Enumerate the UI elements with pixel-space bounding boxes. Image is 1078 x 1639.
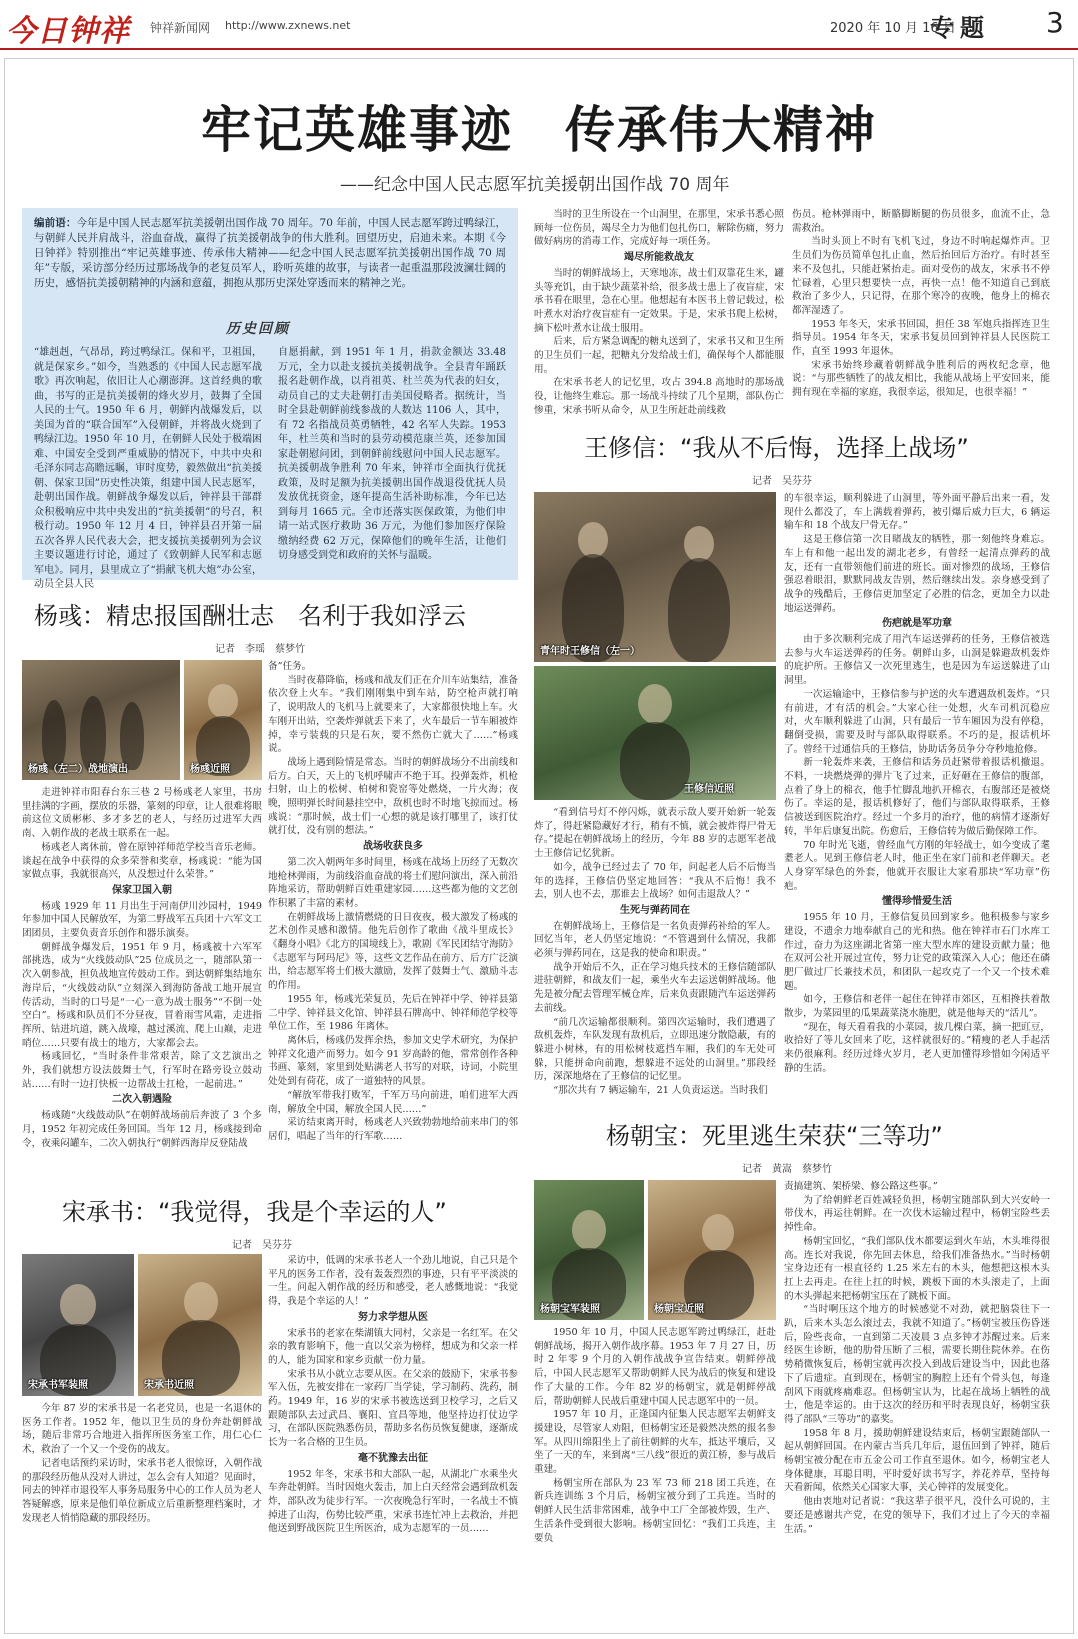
paragraph: 杨彧 1929 年 11 月出生于河南伊川沙园村，1949 年参加中国人民解放军，为第二野战军五兵团十六军文工团团员，主要负责音乐创作和器乐演奏。 xyxy=(22,900,262,940)
photo-yang-yu-performance xyxy=(22,660,180,780)
byline-yang-chaobao: 记者 黄嵩 蔡梦竹 xyxy=(742,1164,832,1175)
paragraph: 朝鲜战争爆发后，1951 年 9 月，杨彧被十六军军部挑选，成为“火线鼓动队”25 位成员之一，随部队第一次入朝参战，担负战地宣传鼓动工作。到达朝鲜集结地东海岸后，“火线鼓动队”立刻深入到海防备战工地开展宣传活动，当时的口号是“一心一意为战士服务”“不倒一处空白”。杨彧和队员们不分昼夜，冒着雨雪风霜，走进指挥所、钻进坑道，跳入战壕，越过溪流、爬上山巅，走进哨位……只要有战士的地方，大家都会去。 xyxy=(22,941,262,1049)
paragraph: 新一轮轰炸来袭，王修信和话务员赶紧带着报话机撤退。不料，一块燃烧弹的弹片飞了过来，正好砸在王修信的腹部，点着了身上的棉衣，他手忙脚乱地扒开棉衣，右腹部还是被烧伤了。幸运的是，报话机修好了，他们与部队取得联系，王修信被送到医院治疗。经过一个多月的治疗，他的病情才逐渐好转，半年后康复出院。伤愈后，王修信转为做后勤保障工作。 xyxy=(784,757,1050,837)
page-subtitle: ——纪念中国人民志愿军抗美援朝出国作战 70 周年 xyxy=(340,175,730,195)
history-section-title: 历史回顾 xyxy=(226,321,290,337)
paragraph: 采访中，低调的宋承书老人一个劲儿地说，自己只是个平凡的医务工作者，没有轰轰烈烈的事迹，只有平平淡淡的一生。问起入朝作战的经历和感受，老人感慨地说：“我觉得，我是个幸运的人！” xyxy=(268,1255,518,1308)
paragraph: 当时的朝鲜战场上，天寒地冻，战士们双靠花生米，罐头等充饥，由于缺少蔬菜补给，很多战士患上了夜盲症，宋承书看在眼里，急在心里。他想起有本医书上曾记载过，松叶煮水对治疗夜盲症有一定效果。于是，宋承书爬上松树，摘下松叶煮水让战士服用。 xyxy=(534,267,784,334)
article-title-yang-chaobao: 杨朝宝：死里逃生荣获“三等功” xyxy=(606,1122,943,1150)
photo-yang-chaobao-recent xyxy=(648,1180,776,1320)
paragraph: “前几次运输都很顺利。第四次运输时，我们遭遇了敌机轰炸，车队发现有敌机后，立即迅速分散隐蔽，有的躲进小树林，有的用松树枝遮挡车厢，我们的车无处可躲，只能拼命向前跑，想躲进不远处的山洞里。”那段经历，深深地烙在了王修信的记忆里。 xyxy=(534,1016,776,1083)
paragraph: 1957 年 10 月，正逢国内征集人民志愿军去朝鲜支援建设，尽管家人劝阻，但杨朝宝还是毅然决然的报名参军。从四川绵阳坐上了前往朝鲜的火车，抵达平壤后，又坐了一天的车，来到离“三八线”很近的黄江桥，参与战后重建。 xyxy=(534,1409,776,1476)
page-number: 3 xyxy=(1046,6,1064,39)
page-title: 牢记英雄事迹 传承伟大精神 xyxy=(201,101,877,159)
editor-note xyxy=(34,216,506,291)
photo-wang-xiuxin-young xyxy=(534,492,776,662)
masthead xyxy=(0,0,1078,50)
article-title-song-chengshu: 宋承书：“我觉得，我是个幸运的人” xyxy=(62,1198,447,1226)
photo-wang-xiuxin-recent xyxy=(534,666,776,800)
yang-chaobao-column-2 xyxy=(784,1180,1050,1626)
paragraph: 1955 年 10 月，王修信复员回到家乡。他积极参与家乡建设，不遗余力地奉献自己的光和热。他在钟祥市石门水库工作过，奋力为这座湖北省第一座大型水库的建设贡献力量；他在双河公社开展过宣传，努力让党的政策深入人心；他还在磷肥厂做过厂长兼技术员，和团队一起攻克了一个又一个技术难题。 xyxy=(784,912,1050,992)
wang-xiuxin-column-1 xyxy=(534,806,776,1096)
paragraph: 当时头顶上不时有飞机飞过，身边不时响起爆炸声。卫生员们为伤员简单包扎止血，然后抬回后方治疗。有时甚至来不及包扎，只能赶紧抬走。面对受伤的战友，宋承书不停忙碌着，心里只想要快一点，再快一点！他不知道自己到底救治了多少人，只记得，在那个寒冷的夜晚，他身上的棉衣都浑湿透了。 xyxy=(792,236,1050,316)
paragraph: “看到信号灯不停闪烁，就表示敌人要开始新一轮轰炸了，得赶紧隐藏好才行，稍有不慎，就会被炸得尸骨无存。”提起在朝鲜战场上的经历，今年 88 岁的志愿军老战士王修信记忆犹新。 xyxy=(534,807,776,860)
subheading: 二次入朝遇险 xyxy=(112,1094,172,1106)
yang-chaobao-column-1 xyxy=(534,1326,776,1626)
photo-caption: 杨朝宝军装照 xyxy=(540,1304,600,1315)
paragraph: 由于多次顺利完成了用汽车运送弹药的任务，王修信被选去参与火车运送弹药的任务。朝鲜山多，山洞是躲避敌机轰炸的庇护所。王修信又一次死里逃生，也是因为车运送躲进了山洞里。 xyxy=(784,634,1050,687)
issue-date: 2020 年 10 月 16 日 xyxy=(830,21,956,36)
photo-caption: 青年时王修信（左一） xyxy=(540,646,640,657)
paragraph: 一次运输途中，王修信参与护送的火车遭遇敌机轰炸。“只有前进，才有活的机会。”大家心往一处想，火车司机沉稳应对，火车顺利躲进了山洞，只有最后一节车厢因为没有停稳，翻倒受损，需要及时与部队取得联系。不巧的是，报话机坏了。曾经干过通信兵的王修信，协助话务员争分夺秒地抢修。 xyxy=(784,688,1050,755)
paragraph: 1952 年冬，宋承书和大部队一起，从湖北广水乘坐火车奔赴朝鲜。当时因炮火轰击，加上白天经常会遇到敌机轰炸，部队改为徒步行军。一次夜晚急行军时，一名战士不慎掉进了山沟，伤势比较严重，宋承书连忙冲上去救治，并把他送到野战医院卫生所医治，成为志愿军的一员…… xyxy=(268,1468,518,1535)
paragraph: 今年 87 岁的宋承书是一名老党员，也是一名退休的医务工作者。1952 年，他以卫生员的身份奔赴朝鲜战场，随后非常巧合地进入指挥所医务室工作，用仁心仁术，救治了一个又一个受伤的战友。 xyxy=(22,1403,262,1456)
photo-caption: 杨彧近照 xyxy=(190,764,230,775)
paragraph: 1955 年，杨彧光荣复员，先后在钟祥中学、钟祥县第二中学、钟祥县文化馆、钟祥县石牌高中、钟祥师范学校等单位工作，至 1986 年离休。 xyxy=(268,993,518,1033)
paragraph: 战争开始后不久，正在学习炮兵技术的王修信随部队进驻朝鲜，和战友们一起，乘坐火车去运送朝鲜战场。他先是被分配去管理军械仓库，后来负责跟随汽车运送弹药去前线。 xyxy=(534,961,776,1014)
song-chengshu-continuation-1 xyxy=(534,208,784,416)
site-name: 钟祥新闻网 xyxy=(150,21,211,35)
paragraph: 在朝鲜战场上激情燃烧的日日夜夜，极大激发了杨彧的艺术创作灵感和激情。他先后创作了歌曲《战斗里成长》《翻身小唱》《北方的国境线上》，歌剧《军民团结守海防》《志愿军与阿玛尼》等，这些文艺作品在前方、后方广泛演出，给志愿军将士们极大激励，发挥了鼓舞士气、激励斗志的作用。 xyxy=(268,911,518,992)
editor-note-box xyxy=(22,208,518,590)
site-url: http://www.zxnews.net xyxy=(225,19,351,32)
editor-note-label: 编前语： xyxy=(34,217,77,229)
paragraph: “现在，每天看看我的小菜园，拔几棵白菜，摘一把豇豆，收拾好了等儿女回来了吃，这样就很好的。”精瘦的老人手起活来仍很麻利。经历过烽火岁月，老人更加懂得珍惜如今闲适平静的生活。 xyxy=(784,1021,1050,1074)
paragraph: 杨朝宝回忆，“我们部队伐木都要运到火车站，木头堆得很高。连长对我说，你先回去休息，给我们准备热水。”当时杨朝宝身边还有一根直径约 1.25 米左右的木头，他想把这根木头扛上去再走。在往上扛的时候，跳板下面的木头滚走了，上面的木头弹起来把杨朝宝压在了跳板下面。 xyxy=(784,1235,1050,1302)
song-chengshu-continuation-2 xyxy=(792,208,1050,398)
yang-yu-column-1 xyxy=(22,786,262,1178)
history-column-1: “雄赳赳，气昂昂，跨过鸭绿江。保和平，卫祖国，就是保家乡。”如今，当熟悉的《中国人民志愿军战歌》再次响起，依旧让人心潮澎湃。这首经典的歌曲，书写的正是抗美援朝的烽火岁月，鼓舞了全国人民的士气。1950 年 6 月，朝鲜内战爆发后，以美国为首的“联合国军”入侵朝鲜，并将战火烧到了鸭绿江边。1950 年 10 月，在朝鲜人民处于极端困难、中国安全受到严重威胁的情况下，中共中央和毛泽东同志高瞻远瞩，审时度势，毅然做出“抗美援朝、保家卫国”历史性决策，组建中国人民志愿军，赴朝出国作战。朝鲜战争爆发以后，钟祥县干部群众积极响应中共中央发出的“抗美援朝”的号召，积极行动。1950 年 12 月 4 日，钟祥县召开第一届五次各界人民代表大会，把支援抗美援朝列为会议主要议题进行讨论，通过了《致朝鲜人民军和志愿军电》。同月，县里成立了“捐献飞机大炮”办公室，动员全县人民 xyxy=(34,347,262,590)
paragraph: 宋承书从小就立志要从医。在父亲的鼓励下，宋承书参军入伍，先被安排在一家药厂当学徒，学习制药、洗药，制药。1949 年，16 岁的宋承书被选送到卫校学习，之后又跟随部队去过武昌、襄阳、宜昌等地，他坚持边打仗边学习，在部队医院熟悉伤员，帮助多名伤员恢复健康，逐渐成长为一名合格的卫生员。 xyxy=(268,1368,518,1449)
paragraph: 这是王修信第一次目睹战友的牺牲，那一刻他终身难忘。车上有和他一起出发的湖北老乡，有曾经一起清点弹药的战友，还有一直带领他们前进的班长。面对惨烈的战场，王修信强忍着眼泪，默默同战友告别，然后继续出发。亲身感受到了战争的残酷后，王修信更加坚定了必胜的信念，更加全力以赴地运送弹药。 xyxy=(784,534,1050,614)
paragraph: “那次共有 7 辆运输车，21 人负责运送。当时我们 xyxy=(553,1085,768,1097)
paragraph: 在宋承书老人的记忆里，攻占 394.8 高地时的那场战役，让他终生难忘。那一场战斗持续了几个星期，部队伤亡惨重，宋承书听从命令，从卫生所赶赴前线救 xyxy=(534,377,784,416)
photo-caption: 杨朝宝近照 xyxy=(654,1304,704,1315)
article-title-wang-xiuxin: 王修信：“我从不后悔，选择上战场” xyxy=(584,434,969,462)
section-label: 专题 xyxy=(930,14,990,42)
paragraph: 为了给朝鲜老百姓减轻负担，杨朝宝随部队到大兴安岭一带伐木，再运往朝鲜。在一次伐木运输过程中，杨朝宝险些丢掉性命。 xyxy=(784,1194,1050,1234)
paragraph: 如今，战争已经过去了 70 年，问起老人后不后悔当年的选择，王修信仍坚定地回答：“我从不后悔！我不去，别人也不去，那谁去上战场？如何击退敌人？” xyxy=(534,861,776,901)
paragraph: 采访结束离开时，杨彧老人兴致勃勃地给前来串门的邻居们，唱起了当年的行军歌…… xyxy=(268,1117,518,1142)
editor-note-text: 今年是中国人民志愿军抗美援朝出国作战 70 周年。70 年前，中国人民志愿军跨过鸭绿江，与朝鲜人民并肩战斗，浴血奋战，赢得了抗美援朝战争的伟大胜利。回望历史，启迪未来。本期《今日钟祥》特别推出“牢记英雄事迹、传承伟大精神——纪念中国人民志愿军抗美援朝出国作战 70 周年”专版，采访部分经历过那场战争的老复员军人，聆听英雄的故事，与读者一起重温那段波澜壮阔的历史，感悟抗美援朝精神的内涵和意蕴，拥抱从那历史深处穿透而来的精神之光。 xyxy=(34,217,507,289)
photo-song-chengshu-uniform xyxy=(22,1254,134,1396)
paragraph: 当时的卫生所设在一个山洞里，在那里，宋承书悉心照顾每一位伤员，竭尽全力为他们包扎伤口，解除伤痛，努力做好病房的消毒工作，完成好每一项任务。 xyxy=(534,209,784,248)
paragraph: 杨彧随“火线鼓动队”在朝鲜战场前后奔波了 3 个多月，1952 年初完成任务回国。当年 12 月，杨彧接到命令，夜乘闷罐车，二次入朝执行“朝鲜西海岸反登陆战 xyxy=(22,1110,262,1149)
photo-song-chengshu-recent xyxy=(138,1254,262,1396)
paragraph: 杨彧回忆，“当时条件非常艰苦，除了文艺演出之外，我们就想方设法鼓舞士气，行军时在路旁设立鼓动站……有时一边打快板一边帮战士扛枪，一起前进。” xyxy=(22,1051,262,1090)
paragraph: 后来，后方紧急调配的糖丸送到了，宋承书又和卫生所的卫生员们一起，把糖丸分发给战士们，确保每个人都能服用。 xyxy=(534,336,784,375)
photo-yang-yu-recent xyxy=(184,660,262,780)
history-column-2: 自愿捐献，到 1951 年 1 月，捐款金额达 33.48 万元，全力以赴支援抗美援朝战争。全县青年踊跃报名赴朝作战，以肖祖英、杜兰英为代表的妇女，动员自己的丈夫赴朝打击美国侵略者。据统计，当时全县赴朝鲜前线参战的人数达 1106 人，其中，有 72 名指战员英勇牺牲，42 名军人失踪。1953 年，杜兰英和当时的县劳动模范康兰英，还参加国家赴朝慰问团，到朝鲜前线慰问中国人民志愿军。抗美援朝战争胜利 70 年来，钟祥市全面执行优抚政策，及时足额为抗美援朝出国作战退役优抚人员发放优抚资金，逐年提高生活补助标准，今年已达到每月 1665 元。全市还落实医保政策，为他们申请一站式医疗救助 36 万元，为他们参加医疗保险缴纳经费 62 万元，保障他们的晚年生活，让他们切身感受到党和政府的关怀与温暖。 xyxy=(278,347,506,561)
paragraph: 备”任务。 xyxy=(268,661,312,672)
photo-caption: 王修信近照 xyxy=(684,784,734,795)
photo-caption: 杨彧（左二）战地演出 xyxy=(28,764,128,775)
paragraph: 宋承书的老家在柴湖镇大同村，父亲是一名红军。在父亲的教育影响下，他一直以父亲为榜样，想成为和父亲一样的人，能为国家和家乡贡献一份力量。 xyxy=(268,1327,518,1366)
subheading: 保家卫国入朝 xyxy=(112,884,172,896)
subheading: 竭尽所能救战友 xyxy=(624,252,694,264)
newspaper-logo: 今日钟祥 xyxy=(6,14,130,49)
photo-yang-chaobao-uniform xyxy=(534,1180,644,1320)
article-title-yang-yu: 杨彧：精忠报国酬壮志 名利于我如浮云 xyxy=(34,602,466,630)
byline-song-chengshu: 记者 吴芬芬 xyxy=(232,1240,292,1251)
paragraph: 杨彧老人离休前，曾在原钟祥师范学校当音乐老师。谈起在战争中获得的众多荣誉和奖章，杨彧说：“能为国家做点事，我就很高兴，从没想过什么荣誉。” xyxy=(22,841,262,881)
subheading: 战场收获良多 xyxy=(363,841,423,853)
paragraph: 1958 年 8 月，援助朝鲜建设结束后，杨朝宝跟随部队一起从朝鲜回国。在内蒙古当兵几年后，退伍回到了钟祥，随后杨朝宝被分配在市五金公司工作直至退休。如今，杨朝宝老人身体健康，耳聪目明，平时爱好读书写字，养花养草，坚持每天看新闻，依然关心国家大事，关心钟祥的发展变化。 xyxy=(784,1427,1050,1494)
paragraph: 当时夜幕降临，杨彧和战友们正在介川车站集结，准备依次登上火车。“我们刚刚集中到车站，防空枪声就打响了，说明敌人的飞机马上就要来了，大家都很快地上车。火车刚开出站，空袭炸弹就丢下来了，火车最后一节车厢被炸掉，幸亏装载的只是石灰，要不然伤亡就大了……”杨彧说。 xyxy=(268,674,518,755)
subheading: 毫不犹豫去出征 xyxy=(358,1452,428,1464)
byline-wang-xiuxin: 记者 吴芬芬 xyxy=(752,476,812,487)
paragraph: 1950 年 10 月，中国人民志愿军跨过鸭绿江，赶赴朝鲜战场，揭开入朝作战序幕。1953 年 7 月 27 日，历时 2 年零 9 个月的入朝作战战争宣告结束。朝鲜停战后，中国人民志愿军又帮助朝鲜人民为战后的恢复和建设作了大量的工作。今年 82 岁的杨朝宝，就是朝鲜停战后，帮助朝鲜人民战后重建中国人民志愿军中的一员。 xyxy=(534,1327,776,1407)
song-chengshu-column-2 xyxy=(268,1254,518,1626)
paragraph: 1953 年冬天，宋承书回国，担任 38 军炮兵指挥连卫生指导员。1954 年冬天，宋承书复员回到钟祥县人民医院工作，直至 1993 年退休。 xyxy=(792,318,1050,358)
paragraph: 第二次入朝两年多时间里，杨彧在战场上历经了无数次地枪林弹雨，为前线浴血奋战的将士们慰问演出，深入前沿阵地采访，帮助朝鲜百姓重建家园……这些都为他的文艺创作积累了丰富的素材。 xyxy=(268,856,518,909)
paragraph: “解放军带我打败军，千军万马向前进，咱们进军大西南，解放全中国，解放全国人民……” xyxy=(268,1089,518,1115)
paragraph: “当时啊压这个地方的时候感觉不对劲，就把脑袋往下一趴，后来木头怎么滚过去，我就不知道了。”杨朝宝被压伤昏迷后，险些丧命，一直到第二天凌晨 3 点多钟才苏醒过来。后来经医生诊断，他的肋骨压断了三根，需要长期住院休养。在伤势稍微恢复后，杨朝宝就再次投入到战后建设当中，因此也落下了后遗症。直到现在，杨朝宝的胸腔上还有个骨头包，每逢刮风下雨就疼痛难忍。但杨朝宝认为，比起在战场上牺牲的战士，他是幸运的。由于这次的经历和平时表现良好，杨朝宝获得了部队“三等功”的嘉奖。 xyxy=(784,1304,1050,1425)
paragraph: 记者电话预约采访时，宋承书老人很惊讶，入朝作战的那段经历他从没对人讲过，怎么会有人知道？见面时，同去的钟祥市退役军人事务局服务中心的工作人员为老人答疑解惑，原来是他们单位新成立后重新整理档案时，才发现老人悄悄隐藏的那段经历。 xyxy=(22,1457,262,1524)
subheading: 生死与弹药同在 xyxy=(620,904,690,916)
paragraph: 他由衷地对记者说：“我这辈子很平凡，没什么可说的，主要还是感谢共产党，在党的领导下，我们才过上了今天的幸福生活。” xyxy=(784,1496,1050,1535)
paragraph: 如今，王修信和老伴一起住在钟祥市郊区，互相搀扶着散散步，为菜园里的瓜果蔬菜浇水施肥，就是他每天的“活儿”。 xyxy=(784,994,1050,1020)
paragraph: 战场上遇到险情是常态。当时的朝鲜战场分不出前线和后方。白天，天上的飞机呼啸声不绝于耳。投弹轰炸，机枪扫射，山上的松树、柏树和瓷窑等处燃烧，一片火海；夜晚，照明弹长时间悬挂空中，敌机也时不时地飞掠而过。杨彧说：“那时候，战士们一心想的就是该打哪里了，该打仗就打仗，没有别的想法。” xyxy=(268,756,518,837)
paragraph: 责搞建筑、架桥梁、修公路这些事。” xyxy=(784,1181,938,1192)
yang-yu-column-2 xyxy=(268,660,518,1180)
paragraph: 70 年时光飞逝，曾经血气方刚的年轻战士，如今变成了耄耋老人。见到王修信老人时，他正坐在家门前和老伴聊天。老人身穿军绿色的外套，他就开衣服让大家看那块“军功章”伤疤。 xyxy=(784,839,1050,892)
paragraph: 走进钟祥市阳春台东三巷 2 号杨彧老人家里，书房里挂满的字画，摆放的乐器，篆刻的印章，让人很难将眼前这位文质彬彬、多才多艺的老人，与经历过进军大西南、入朝作战的老战士联系在一起。 xyxy=(22,787,262,840)
paragraph: 宋承书始终珍藏着朝鲜战争胜利后的两枚纪念章，他说：“与那些牺牲了的战友相比，我能从战场上平安回来，能拥有现在幸福的家庭，我很幸运，很知足，也很幸福！” xyxy=(792,359,1050,399)
song-chengshu-column-1 xyxy=(22,1402,262,1626)
paragraph: 的车很幸运，顺利躲进了山洞里，等外面平静后出来一看，发现什么都没了，车上满载着弹药，被引爆后威力巨大，6 辆运输车和 18 个战友尸骨无存。” xyxy=(784,493,1050,532)
subheading: 懂得珍惜爱生活 xyxy=(882,896,952,908)
paragraph: 在朝鲜战场上，王修信是一名负责弹药补给的军人。回忆当年，老人仍坚定地说：“不管遇到什么情况，我都必须与弹药同在，这是我的使命和职责。” xyxy=(534,920,776,960)
wang-xiuxin-column-2 xyxy=(784,492,1050,1096)
photo-caption: 宋承书近照 xyxy=(144,1380,194,1391)
subheading: 伤疤就是军功章 xyxy=(882,618,952,630)
paragraph: 离休后，杨彧仍发挥余热，参加文史学术研究，为保护钟祥文化遗产而努力。如今 91 岁高龄的他，常常创作各种书画、篆刻，家里到处贴满老人书写的对联，诗词，小院里处处到有荷花，成了一道独特的风景。 xyxy=(268,1034,518,1088)
byline-yang-yu: 记者 李瑶 蔡梦竹 xyxy=(215,644,305,655)
subheading: 努力求学想从医 xyxy=(358,1311,428,1323)
paragraph: 杨朝宝所在部队为 23 军 73 师 218 团工兵连，在新兵连训练 3 个月后，杨朝宝被分到了工兵连。当时的朝鲜人民生活非常困难，战争中工厂全部被炸毁，生产、生活条件受到很大影响。杨朝宝回忆：“我们工兵连，主要负 xyxy=(534,1477,776,1544)
paragraph: 伤员。枪林弹雨中，断骼脚断腿的伤员很多，血流不止，急需救治。 xyxy=(792,209,1050,234)
photo-caption: 宋承书军装照 xyxy=(28,1380,88,1391)
